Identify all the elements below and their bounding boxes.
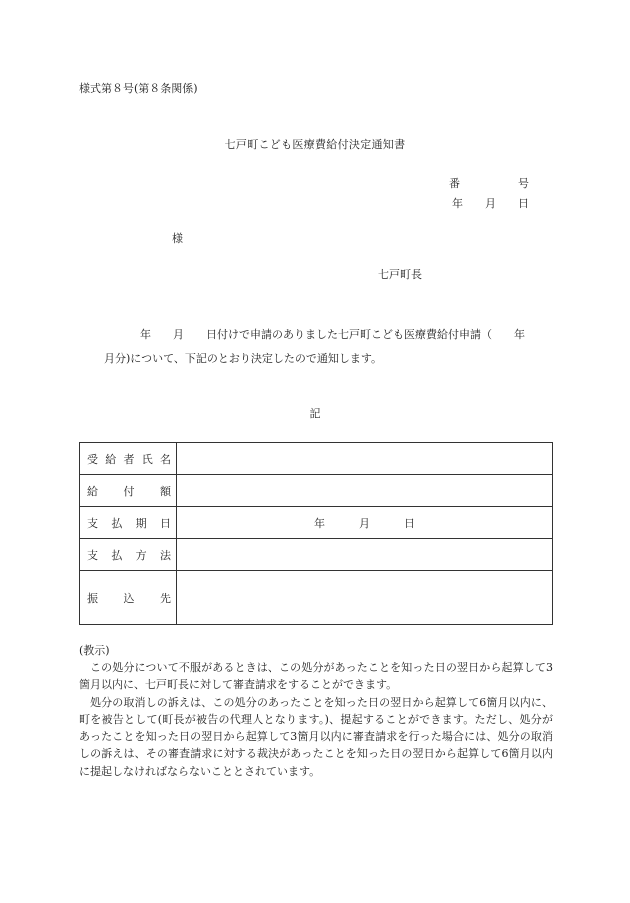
table-row	[80, 507, 553, 539]
document-title: 七戸町こども医療費給付決定通知書	[224, 138, 406, 151]
benefit-amount-value	[177, 475, 553, 507]
reference-number-line	[449, 175, 529, 191]
body-application-text: 日付けで申請のありました七戸町こども医療費給付申請（	[206, 328, 492, 341]
ref-month: 月	[485, 197, 496, 210]
notice-body	[79, 659, 553, 780]
body-year-2: 年	[514, 328, 525, 341]
body-year: 年	[140, 328, 151, 341]
body-line-2: 月分)について、下記のとおり決定したので通知します。	[104, 352, 382, 365]
recipient-name-label: 受給者氏名	[80, 443, 177, 475]
ki-heading: 記	[309, 407, 321, 420]
payment-date-value	[177, 507, 553, 539]
form-number: 様式第８号(第８条関係)	[79, 82, 198, 95]
number-suffix: 号	[518, 177, 529, 190]
number-label: 番	[449, 177, 460, 190]
ref-day: 日	[518, 197, 529, 210]
payment-method-label: 支払方法	[80, 539, 177, 571]
addressee-suffix: 様	[172, 232, 183, 245]
transfer-destination-value	[177, 571, 553, 625]
reference-date-line	[452, 195, 529, 211]
table-row	[80, 475, 553, 507]
benefit-amount-label: 給付額	[80, 475, 177, 507]
date-day: 日	[404, 516, 415, 530]
table-row	[80, 539, 553, 571]
payment-date-label: 支払期日	[80, 507, 177, 539]
notice-heading: (教示)	[79, 644, 110, 657]
date-month: 月	[359, 516, 370, 530]
table-row	[80, 571, 553, 625]
notice-paragraph-2: 処分の取消しの訴えは、この処分のあったことを知った日の翌日から起算して6箇月以内に、町を被告として(町長が被告の代理人となります。)、提起することができます。ただし、処分があったことを知った日の翌日から起算して3箇月以内に審査請求を行った場合には、処分の取消しの訴えは、その審査請求に対する裁決があったことを知った日の翌日から起算して6箇月以内に提起しなければならないこととされています。	[79, 695, 553, 778]
body-month: 月	[173, 328, 184, 341]
issuer-name: 七戸町長	[378, 268, 422, 281]
date-year: 年	[314, 516, 325, 530]
notice-paragraph-1: この処分について不服があるときは、この処分があったことを知った日の翌日から起算して3箇月以内に、七戸町長に対して審査請求をすることができます。	[79, 661, 553, 692]
benefit-table	[79, 442, 553, 625]
table-row	[80, 443, 553, 475]
transfer-destination-label: 振込先	[80, 571, 177, 625]
body-line-1	[140, 326, 525, 342]
ref-year: 年	[452, 197, 463, 210]
recipient-name-value	[177, 443, 553, 475]
payment-method-value	[177, 539, 553, 571]
